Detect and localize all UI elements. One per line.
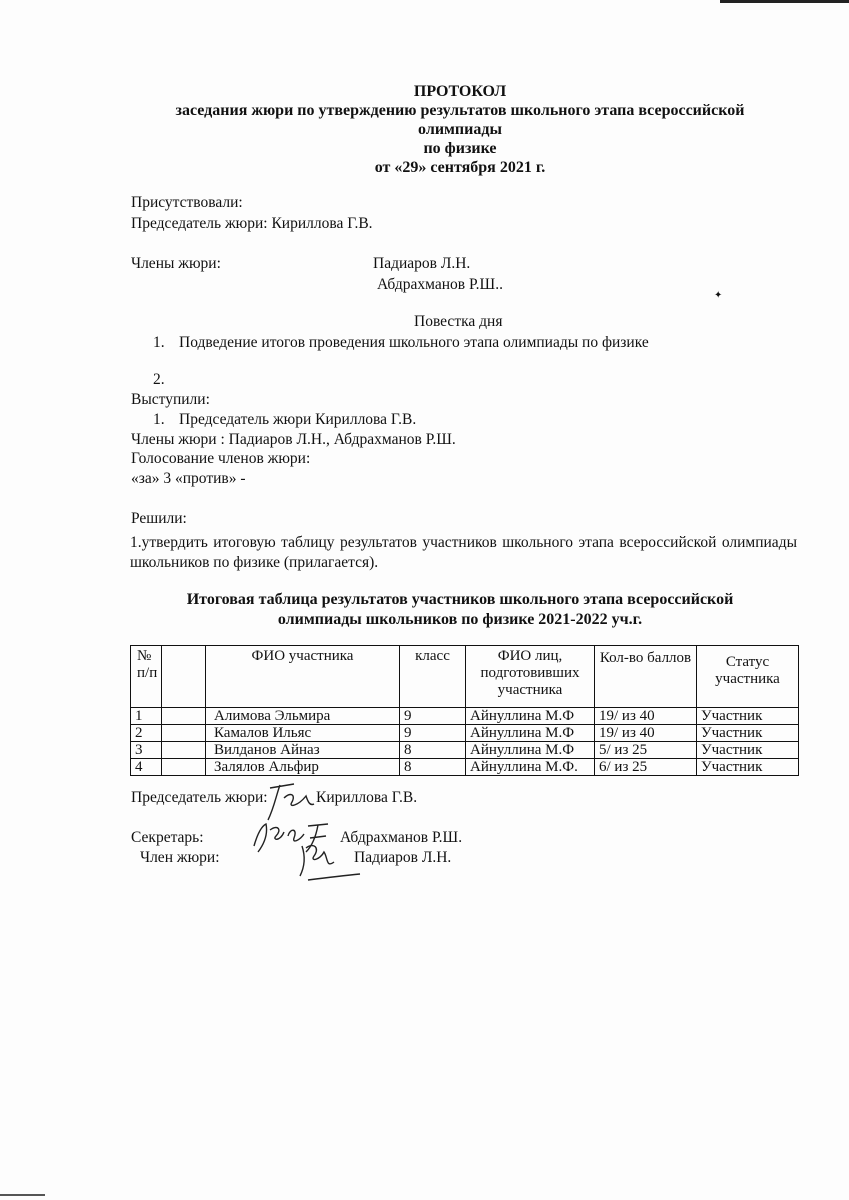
header-line-3: по физике [423,140,497,157]
cell-grade: 8 [400,742,466,759]
table-row [131,742,799,759]
header-status: Статус участника [697,646,799,708]
document-header [100,82,820,177]
member-2: Абдрахманов Р.Ш.. [377,276,503,293]
scan-edge-mark [720,0,849,3]
decision-label: Решили: [131,510,187,527]
results-title-line-2: олимпиады школьников по физике 2021-2022 уч.г. [277,611,643,628]
results-table [130,645,799,776]
scan-edge-mark [0,1194,45,1196]
chair-signature-label: Председатель жюри: [131,789,268,806]
secretary-label: Секретарь: [131,829,204,846]
table-header-row [131,646,799,708]
members-label: Члены жюри: [131,255,221,272]
vote-result: «за» 3 «против» - [131,470,246,487]
cell-num: 1 [131,708,162,725]
cell-teacher: Айнуллина М.Ф [466,708,595,725]
cell-status: Участник [697,742,799,759]
header-blank [162,646,206,708]
chair-signature-name: Кириллова Г.В. [316,789,418,806]
chair-line: Председатель жюри: Кириллова Г.В. [131,215,373,232]
cell-status: Участник [697,708,799,725]
cell-name: Алимова Эльмира [206,708,400,725]
member-signature-label: Член жюри: [140,849,220,866]
cell-teacher: Айнуллина М.Ф [466,725,595,742]
ink-speck: ✦ [714,290,723,301]
cell-score: 19/ из 40 [595,725,697,742]
cell-blank [162,725,206,742]
header-line-1: заседания жюри по утверждению результатов школьного этапа всероссийской [175,102,745,119]
agenda-item-2-number: 2. [153,371,165,388]
table-row [131,725,799,742]
cell-score: 19/ из 40 [595,708,697,725]
header-teacher: ФИО лиц, подготовивших участника [466,646,595,708]
cell-score: 6/ из 25 [595,759,697,776]
decision-text: 1.утвердить итоговую таблицу результатов участников школьного этапа всероссийской олимпиады школьников по физике (прилагается). [130,534,797,571]
agenda-title: Повестка дня [414,313,503,330]
cell-score: 5/ из 25 [595,742,697,759]
header-name: ФИО участника [206,646,400,708]
cell-grade: 9 [400,708,466,725]
header-grade: класс [400,646,466,708]
cell-num: 4 [131,759,162,776]
results-table-title [100,590,820,630]
secretary-name: Абдрахманов Р.Ш. [340,829,463,846]
cell-teacher: Айнуллина М.Ф. [466,759,595,776]
cell-name: Камалов Ильяс [206,725,400,742]
cell-blank [162,759,206,776]
speakers-label: Выступили: [131,391,210,408]
table-row [131,759,799,776]
member-handwritten-signature [290,838,370,888]
member-signature-name: Падиаров Л.Н. [354,849,452,866]
document-title: ПРОТОКОЛ [413,83,507,100]
speakers-members-line: Члены жюри : Падиаров Л.Н., Абдрахманов Р.Ш. [131,431,456,448]
cell-name: Вилданов Айназ [206,742,400,759]
member-1: Падиаров Л.Н. [373,255,471,272]
cell-grade: 8 [400,759,466,776]
header-line-2: олимпиады [418,121,502,138]
agenda-item-1: Подведение итогов проведения школьного этапа олимпиады по физике [179,334,649,351]
cell-status: Участник [697,725,799,742]
table-row [131,708,799,725]
header-date: от «29» сентября 2021 г. [374,159,546,176]
header-score: Кол-во баллов [595,646,697,708]
agenda-item-1-number: 1. [153,334,165,351]
cell-grade: 9 [400,725,466,742]
vote-label: Голосование членов жюри: [131,450,311,467]
cell-blank [162,708,206,725]
cell-num: 2 [131,725,162,742]
cell-status: Участник [697,759,799,776]
speaker-item-1-number: 1. [153,411,165,428]
present-label: Присутствовали: [131,194,243,211]
header-num: № п/п [131,646,162,708]
speaker-item-1: Председатель жюри Кириллова Г.В. [179,411,417,428]
cell-blank [162,742,206,759]
cell-teacher: Айнуллина М.Ф [466,742,595,759]
results-title-line-1: Итоговая таблица результатов участников школьного этапа всероссийской [186,591,734,608]
cell-name: Залялов Альфир [206,759,400,776]
cell-num: 3 [131,742,162,759]
